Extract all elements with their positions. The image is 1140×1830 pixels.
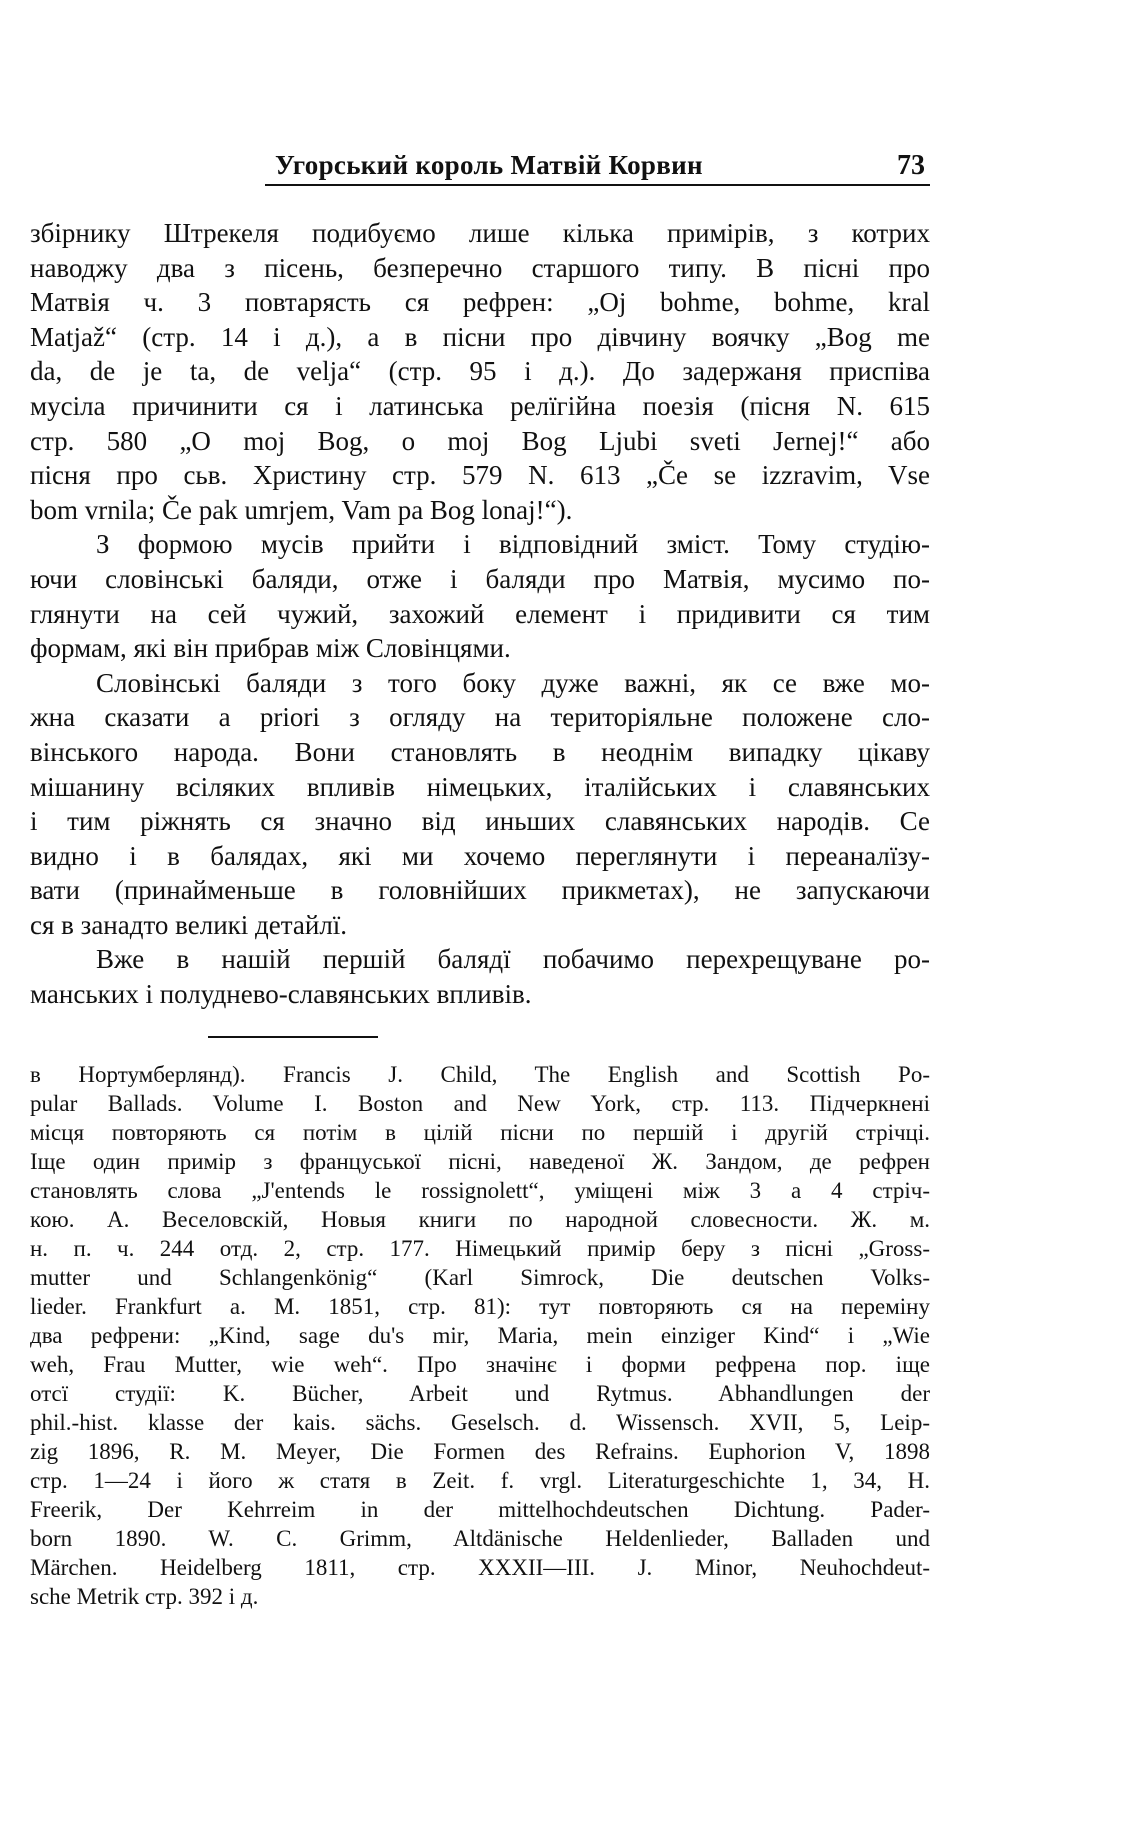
body-line: ючи словінські баляди, отже і баляди про Матвія, мусимо по- [30,563,930,594]
footnote-line: sche Metrik стр. 392 і д. [30,1584,259,1609]
footnote-line: в Нортумберлянд). Francis J. Child, The English and Scottish Po- [30,1062,930,1087]
body-line: bom vrnila; Če pak umrjem, Vam pa Bog lonaj!“). [30,494,573,525]
footnote-line: pular Ballads. Volume I. Boston and New York, стр. 113. Підчеркнені [30,1091,930,1116]
footnote-line: місця повторяють ся потім в цілій пісни по першій і другій стрічці. [30,1120,930,1145]
footnote-line: два рефрени: „Kind, sage du's mir, Maria, mein einziger Kind“ і „Wie [30,1323,930,1348]
body-line: Вже в нашій першій балядї побачимо перехрещуване ро- [96,944,930,975]
body-line: наводжу два з пісень, безперечно старшого типу. В пісні про [30,252,930,283]
running-title: Угорський король Матвій Корвин [275,150,703,180]
footnote-line: отсї студії: K. Bücher, Arbeit und Rytmus. Abhandlungen der [30,1381,930,1406]
body-line: da, de je ta, de velja“ (стр. 95 і д.). До задержаня приспіва [30,356,930,387]
body-line: стр. 580 „O moj Bog, o moj Bog Ljubi sveti Jernej!“ або [30,425,930,456]
body-line: жна сказати а priori з огляду на територіяльне положене сло- [30,702,930,733]
page-number: 73 [897,150,925,181]
footnote-line: zig 1896, R. M. Meyer, Die Formen des Refrains. Euphorion V, 1898 [30,1439,930,1464]
footnote-line: lieder. Frankfurt a. M. 1851, стр. 81): тут повторяють ся на переміну [30,1294,930,1319]
body-line: вінського народа. Вони становлять в неоднім випадку цікаву [30,736,930,767]
body-line: вати (принайменьше в головнійших прикметах), не запускаючи [30,875,930,906]
footnote-line: Freerik, Der Kehrreim in der mittelhochdeutschen Dichtung. Pader- [30,1497,930,1522]
footnote-divider [208,1036,378,1038]
footnote-line: weh, Frau Mutter, wie weh“. Про значінє і форми рефрена пор. іще [30,1352,930,1377]
body-line: Словінські баляди з того боку дуже важні, як се вже мо- [96,667,930,698]
body-line: пісня про сьв. Христину стр. 579 N. 613 „Če se izzravim, Vse [30,460,930,491]
footnote-line: phil.-hist. klasse der kais. sächs. Geselsch. d. Wissensch. XVII, 5, Leip- [30,1410,930,1435]
body-line: і тим ріжнять ся значно від иньших славянських народів. Се [30,806,930,837]
body-line: глянути на сей чужий, захожий елемент і придивити ся тим [30,598,930,629]
footnote-line: Märchen. Heidelberg 1811, стр. XXXII—III. J. Minor, Neuhochdeut- [30,1555,930,1580]
footnote-line: кою. А. Веселовскій, Новыя книги по народной словесности. Ж. м. [30,1207,930,1232]
body-line: мусіла причинити ся і латинська релїгійна поезія (пісня N. 615 [30,390,930,421]
body-line: збірнику Штрекеля подибуємо лише кілька примірів, з котрих [30,218,930,248]
body-line: З формою мусів прийти і відповідний зміст. Тому студію- [96,529,930,560]
footnote-line: mutter und Schlangenkönig“ (Karl Simrock, Die deutschen Volks- [30,1265,930,1290]
body-line: видно і в балядах, які ми хочемо переглянути і переаналїзу- [30,840,930,871]
footnote-line: born 1890. W. C. Grimm, Altdänische Heldenlieder, Balladen und [30,1526,930,1551]
footnote-line: стр. 1—24 і його ж статя в Zeit. f. vrgl. Literaturgeschichte 1, 34, H. [30,1468,930,1493]
body-line: манських і полуднево-славянських впливів. [30,979,532,1010]
footnote-line: н. п. ч. 244 отд. 2, стр. 177. Німецький примір беру з пісні „Gross- [30,1236,930,1261]
body-line: Matjaž“ (стр. 14 і д.), а в пісни про дівчину воячку „Bog me [30,321,930,352]
body-line: ся в занадто великі детайлї. [30,909,348,940]
footnote-line: становлять слова „J'entends le rossignolett“, уміщені між 3 а 4 стріч- [30,1178,930,1203]
body-text [30,216,930,1012]
body-line: формам, які він прибрав між Словінцями. [30,633,511,664]
body-line: Матвія ч. 3 повтарясть ся рефрен: „Oj bohme, bohme, kral [30,287,930,318]
footnotes [30,1060,930,1611]
running-head [265,150,930,186]
footnote-line: Іще один примір з француської пісні, наведеної Ж. Зандом, де рефрен [30,1149,930,1174]
body-line: мішанину всіляких впливів німецьких, італійських і славянських [30,771,930,802]
